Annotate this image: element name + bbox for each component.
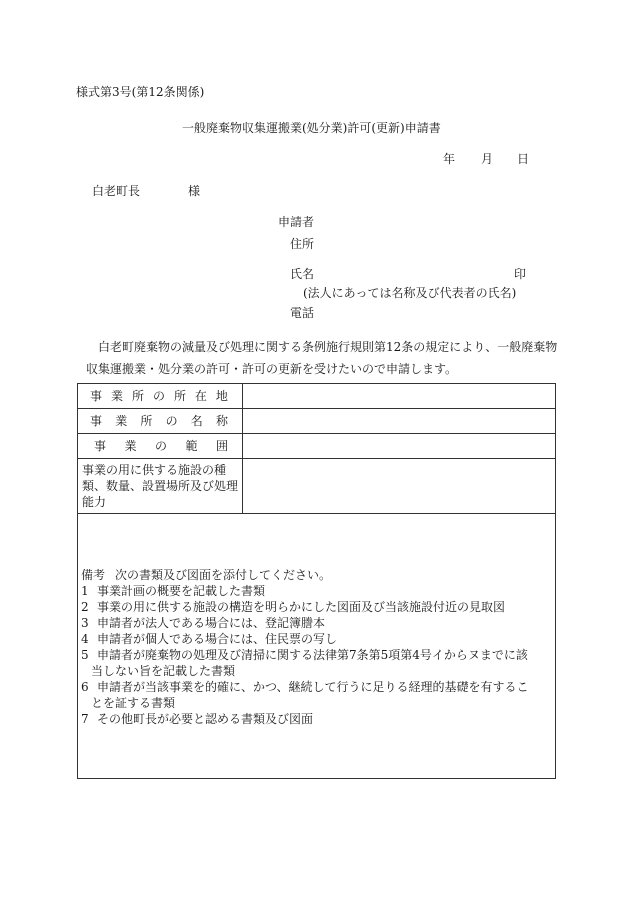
label-char: の: [152, 389, 165, 403]
label-char: 在: [194, 389, 207, 403]
note-number: 1: [81, 584, 89, 598]
list-item: [81, 647, 552, 679]
phone-label: 電話: [290, 306, 315, 320]
table-row: [78, 409, 556, 434]
business-scope-field[interactable]: [243, 434, 556, 459]
label-char: 所: [131, 389, 144, 403]
table-row: [78, 514, 556, 779]
note-number: 3: [81, 616, 89, 630]
address-label: 住所: [290, 237, 315, 251]
label-char: 事: [94, 439, 107, 453]
note-text: 申請者が法人である場合には、登記簿謄本: [97, 616, 326, 630]
note-text: その他町長が必要と認める書類及び図面: [97, 712, 314, 726]
list-item: [81, 599, 552, 615]
notes-intro: 次の書類及び図面を添付してください。: [115, 568, 332, 582]
recipient: [92, 183, 200, 199]
business-scope-label: [78, 434, 243, 459]
label-char: 事: [90, 389, 103, 403]
label-char: 所: [173, 389, 186, 403]
note-number: 7: [81, 712, 89, 726]
office-location-label: [78, 384, 243, 409]
label-char: 業: [110, 389, 123, 403]
notes-title: [81, 567, 552, 583]
document-title: 一般廃棄物収集運搬業(処分業)許可(更新)申請書: [182, 121, 441, 135]
note-text: 申請者が廃棄物の処理及び清掃に関する法律第7条第5項第4号イからヌまでに該: [97, 648, 528, 662]
notes-cell: [78, 514, 556, 779]
recipient-honorific: 様: [188, 184, 201, 198]
note-text-continued: とを証する書類: [91, 696, 176, 710]
table-row: [78, 434, 556, 459]
date-day: 日: [517, 152, 530, 166]
table-row: [78, 459, 556, 514]
list-item: [81, 583, 552, 599]
note-number: 4: [81, 632, 89, 646]
label-char: の: [165, 414, 178, 428]
list-item: [81, 679, 552, 711]
office-name-field[interactable]: [243, 409, 556, 434]
recipient-name: 白老町長: [92, 184, 141, 198]
table-row: [78, 384, 556, 409]
label-char: 囲: [215, 439, 228, 453]
note-number: 6: [81, 680, 89, 694]
body-text: [86, 336, 566, 380]
note-text: 申請者が当該事業を的確に、かつ、継続して行うに足りる経理的基礎を有するこ: [97, 680, 529, 694]
date-year: 年: [443, 152, 456, 166]
label-char: 地: [215, 389, 228, 403]
seal-mark: 印: [514, 267, 527, 281]
name-label: 氏名: [290, 267, 315, 281]
notes-label: 備考: [81, 568, 106, 582]
facility-label: 事業の用に供する施設の種類、数量、設置場所及び処理能力: [78, 459, 243, 514]
applicant-label: 申請者: [278, 215, 315, 229]
application-table: [77, 383, 556, 779]
name-note: (法人にあっては名称及び代表者の氏名): [303, 286, 517, 300]
body-line-1: 白老町廃棄物の減量及び処理に関する条例施行規則第12条の規定により、一般廃棄物: [98, 340, 558, 354]
note-number: 5: [81, 648, 89, 662]
label-char: の: [154, 439, 167, 453]
body-line-2: 収集運搬業・処分業の許可・許可の更新を受けたいので申請します。: [86, 362, 458, 376]
label-char: 所: [140, 414, 153, 428]
note-text: 事業計画の概要を記載した書類: [97, 584, 266, 598]
notes-list: [81, 583, 552, 727]
label-char: 称: [215, 414, 228, 428]
note-text: 申請者が個人である場合には、住民票の写し: [97, 632, 338, 646]
list-item: [81, 711, 552, 727]
date-line: [443, 151, 529, 167]
form-number: 様式第3号(第12条関係): [76, 85, 205, 99]
list-item: [81, 615, 552, 631]
note-text-continued: 当しない旨を記載した書類: [91, 664, 236, 678]
office-name-label: [78, 409, 243, 434]
label-char: 業: [124, 439, 137, 453]
label-char: 事: [90, 414, 103, 428]
office-location-field[interactable]: [243, 384, 556, 409]
date-month: 月: [481, 152, 494, 166]
facility-field[interactable]: [243, 459, 556, 514]
note-text: 事業の用に供する施設の構造を明らかにした図面及び当該施設付近の見取図: [97, 600, 506, 614]
label-char: 範: [185, 439, 198, 453]
list-item: [81, 631, 552, 647]
note-number: 2: [81, 600, 89, 614]
label-char: 名: [190, 414, 203, 428]
label-char: 業: [115, 414, 128, 428]
